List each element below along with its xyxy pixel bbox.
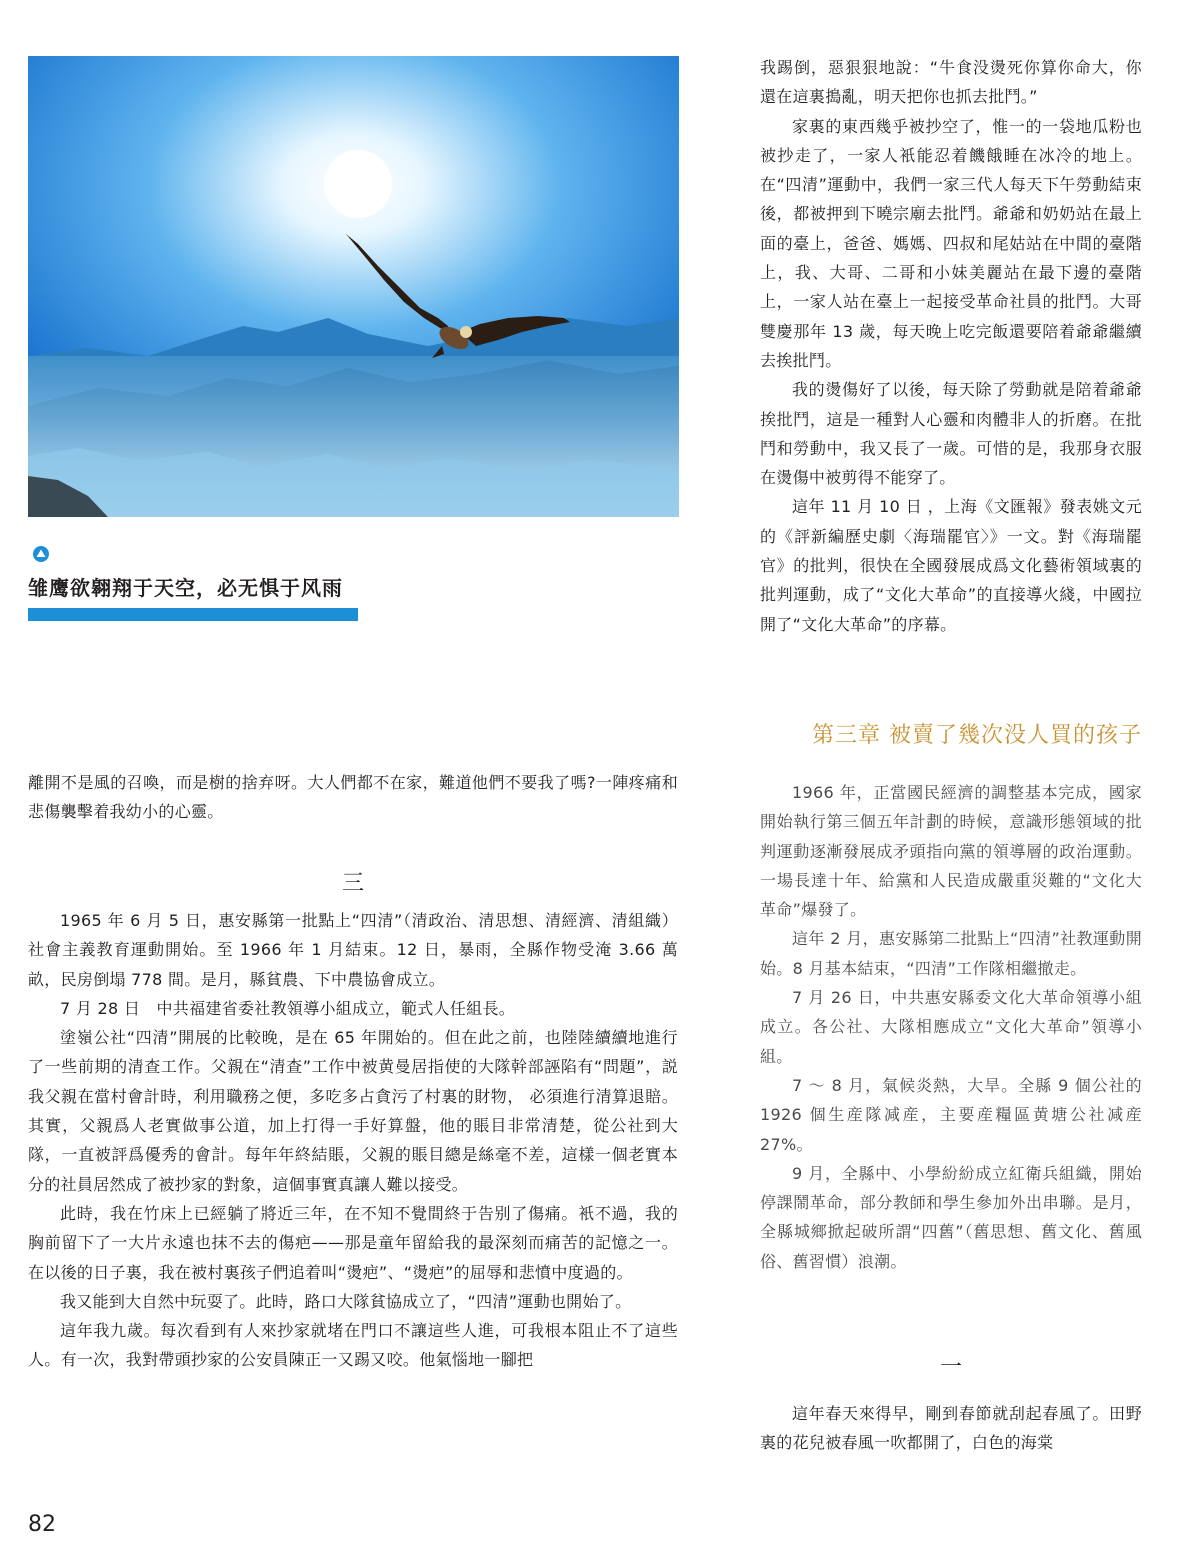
caption-title: 雏鹰欲翱翔于天空，必无惧于风雨 (28, 576, 343, 600)
paragraph: 我踢倒，惡狠狠地說：“牛食没燙死你算你命大，你還在這裏搗亂，明天把你也抓去批鬥。” (760, 58, 1142, 107)
hero-photo (28, 56, 679, 517)
right-column-top (760, 53, 1142, 639)
paragraph: 我的燙傷好了以後，每天除了勞動就是陪着爺爺挨批鬥，這是一種對人心靈和肉體非人的折磨。在批鬥和勞動中，我又長了一歲。可惜的是，我那身衣服在燙傷中被剪得不能穿了。 (760, 380, 1142, 488)
paragraph: 9 月，全縣中、小學紛紛成立紅衛兵組織，開始停課鬧革命，部分教師和學生參加外出串聯。是月，全縣城鄉掀起破所謂“四舊”（舊思想、舊文化、舊風俗、舊習慣）浪潮。 (760, 1163, 1142, 1271)
right-column-bottom (760, 1399, 1142, 1458)
section-numeral-left: 三 (341, 871, 364, 896)
paragraph: 7 月 28 日 中共福建省委社教領導小組成立，範式人任組長。 (60, 998, 516, 1018)
paragraph: 這年我九歲。每次看到有人來抄家就堵在門口不讓這些人進，可我根本阻止不了這些人。有一次，我對帶頭抄家的公安員陳正一又踢又咬。他氣惱地一腳把 (28, 1321, 678, 1370)
paragraph: 此時，我在竹床上已經躺了將近三年，在不知不覺間終于告别了傷痛。衹不過，我的胸前留下了一大片永遠也抹不去的傷疤——那是童年留給我的最深刻而痛苦的記憶之一。在以後的日子裏，我在被村裏孩子們追着叫“燙疤”、“燙疤”的屈辱和悲憤中度過的。 (28, 1203, 678, 1282)
paragraph: 家裏的東西幾乎被抄空了，惟一的一袋地瓜粉也被抄走了，一家人衹能忍着饑餓睡在冰冷的地上。在“四清”運動中，我們一家三代人每天下午勞動結束後，都被押到下曉宗廟去批鬥。爺爺和奶奶站在最上面的臺上，爸爸、媽媽、四叔和尾姑站在中間的臺階上，我、大哥、二哥和小妹美麗站在最下邊的臺階上，一家人站在臺上一起接受革命社員的批鬥。大哥雙慶那年 13 歲，每天晚上吃完飯還要陪着爺爺繼續去挨批鬥。 (760, 116, 1142, 370)
left-column-main (28, 906, 678, 1375)
chapter-title: 第三章 被賣了幾次没人買的孩子 (812, 723, 1142, 748)
paragraph: 1966 年，正當國民經濟的調整基本完成，國家開始執行第三個五年計劃的時候，意識形態領域的批判運動逐漸發展成矛頭指向黨的領導層的政治運動。一場長達十年、給黨和人民造成嚴重災難的“文化大革命”爆發了。 (760, 783, 1142, 920)
paragraph: 塗嶺公社“四清”開展的比較晚，是在 65 年開始的。但在此之前，也陸陸續續地進行了一些前期的清查工作。父親在“清查”工作中被黄曼居指使的大隊幹部誣陷有“問題”，説我父親在當村會計時，利用職務之便，多吃多占貪污了村裏的財物， 必須進行清算退賠。其實，父親爲人老實做事公道，加上打得一手好算盤，他的賬目非常清楚，從公社到大隊，一直被評爲優秀的會計。每年年終結賬，父親的賬目總是絲毫不差，這樣一個老實本分的社員居然成了被抄家的對象，這個事實真讓人難以接受。 (28, 1028, 678, 1194)
paragraph: 這年 2 月，惠安縣第二批點上“四清”社教運動開始。8 月基本結束，“四清”工作隊相繼撤走。 (760, 929, 1142, 978)
paragraph: 這年 11 月 10 日 ，上海《文匯報》發表姚文元的《評新編歷史劇〈海瑞罷官〉》一文。對《海瑞罷官》的批判，很快在全國發展成爲文化藝術領域裏的批判運動，成了“文化大革命”的直接導火綫，中國拉開了“文化大革命”的序幕。 (760, 497, 1142, 634)
up-triangle-circle-icon (32, 545, 50, 563)
paragraph: 離開不是風的召喚，而是樹的捨弃呀。大人們都不在家，難道他們不要我了嗎?一陣疼痛和悲傷襲擊着我幼小的心靈。 (28, 773, 678, 822)
caption-bar (28, 608, 358, 621)
eagle-mountain-image (28, 56, 679, 517)
paragraph: 7 ～ 8 月，氣候炎熱，大旱。全縣 9 個公社的 1926 個生産隊减産，主要産糧區黄塘公社减産 27%。 (760, 1075, 1142, 1154)
page-number: 82 (28, 1512, 56, 1537)
left-column-top (28, 768, 678, 827)
right-column-chapter (760, 778, 1142, 1276)
section-numeral-right: 一 (939, 1355, 962, 1380)
paragraph: 1965 年 6 月 5 日，惠安縣第一批點上“四清”（清政治、清思想、清經濟、清組織）社會主義教育運動開始。至 1966 年 1 月結束。12 日，暴雨，全縣作物受淹 3.66 萬畝，民房倒塌 778 間。是月，縣貧農、下中農協會成立。 (28, 911, 678, 989)
paragraph: 這年春天來得早，剛到春節就刮起春風了。田野裏的花兒被春風一吹都開了，白色的海棠 (760, 1404, 1142, 1453)
paragraph: 我又能到大自然中玩耍了。此時，路口大隊貧協成立了，“四清”運動也開始了。 (60, 1291, 632, 1311)
paragraph: 7 月 26 日，中共惠安縣委文化大革命領導小組成立。各公社、大隊相應成立“文化大革命”領導小組。 (760, 988, 1142, 1066)
